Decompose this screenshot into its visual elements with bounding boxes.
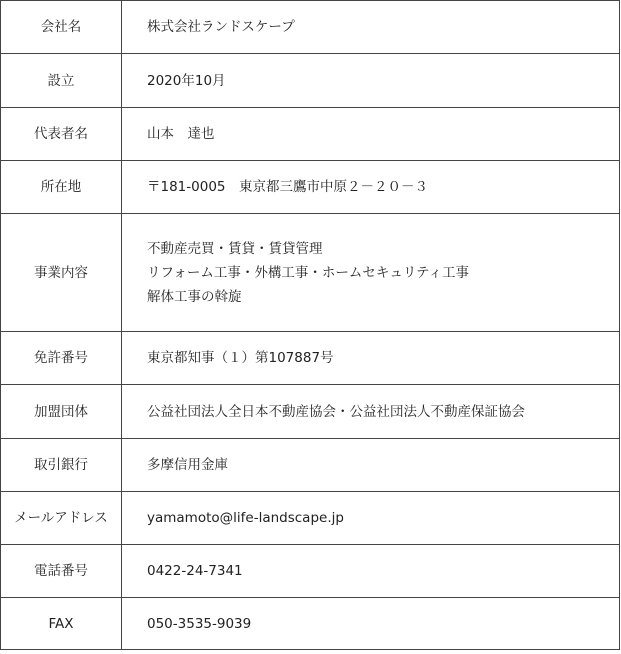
representative-label: 代表者名 <box>1 108 122 161</box>
company-info-table-body <box>1 1 620 650</box>
table-row-email <box>1 492 620 545</box>
address-value: 〒181-0005 東京都三鷹市中原２－２０－３ <box>122 161 620 214</box>
established-label: 設立 <box>1 54 122 108</box>
business-line: リフォーム工事・外構工事・ホームセキュリティ工事 <box>147 264 469 281</box>
business-line: 解体工事の斡旋 <box>147 288 242 305</box>
table-row-address <box>1 161 620 214</box>
table-row-fax <box>1 598 620 650</box>
associations-value: 公益社団法人全日本不動産協会・公益社団法人不動産保証協会 <box>122 385 620 439</box>
established-value: 2020年10月 <box>122 54 620 108</box>
business-value <box>122 214 620 332</box>
fax-label: FAX <box>1 598 122 650</box>
email-label: メールアドレス <box>1 492 122 545</box>
table-row-associations <box>1 385 620 439</box>
business-line: 不動産売買・賃貸・賃貸管理 <box>147 240 323 257</box>
license-label: 免許番号 <box>1 332 122 385</box>
table-row-representative <box>1 108 620 161</box>
phone-value: 0422-24-7341 <box>122 545 620 598</box>
representative-value: 山本 達也 <box>122 108 620 161</box>
business-label: 事業内容 <box>1 214 122 332</box>
email-value[interactable]: yamamoto@life-landscape.jp <box>122 492 620 545</box>
company-name-label: 会社名 <box>1 1 122 54</box>
associations-label: 加盟団体 <box>1 385 122 439</box>
table-row-bank <box>1 439 620 492</box>
address-label: 所在地 <box>1 161 122 214</box>
bank-label: 取引銀行 <box>1 439 122 492</box>
phone-label: 電話番号 <box>1 545 122 598</box>
table-row-company-name <box>1 1 620 54</box>
table-row-phone <box>1 545 620 598</box>
bank-value: 多摩信用金庫 <box>122 439 620 492</box>
license-value: 東京都知事（１）第107887号 <box>122 332 620 385</box>
company-name-value: 株式会社ランドスケープ <box>122 1 620 54</box>
fax-value: 050-3535-9039 <box>122 598 620 650</box>
table-row-established <box>1 54 620 108</box>
table-row-business <box>1 214 620 332</box>
table-row-license <box>1 332 620 385</box>
